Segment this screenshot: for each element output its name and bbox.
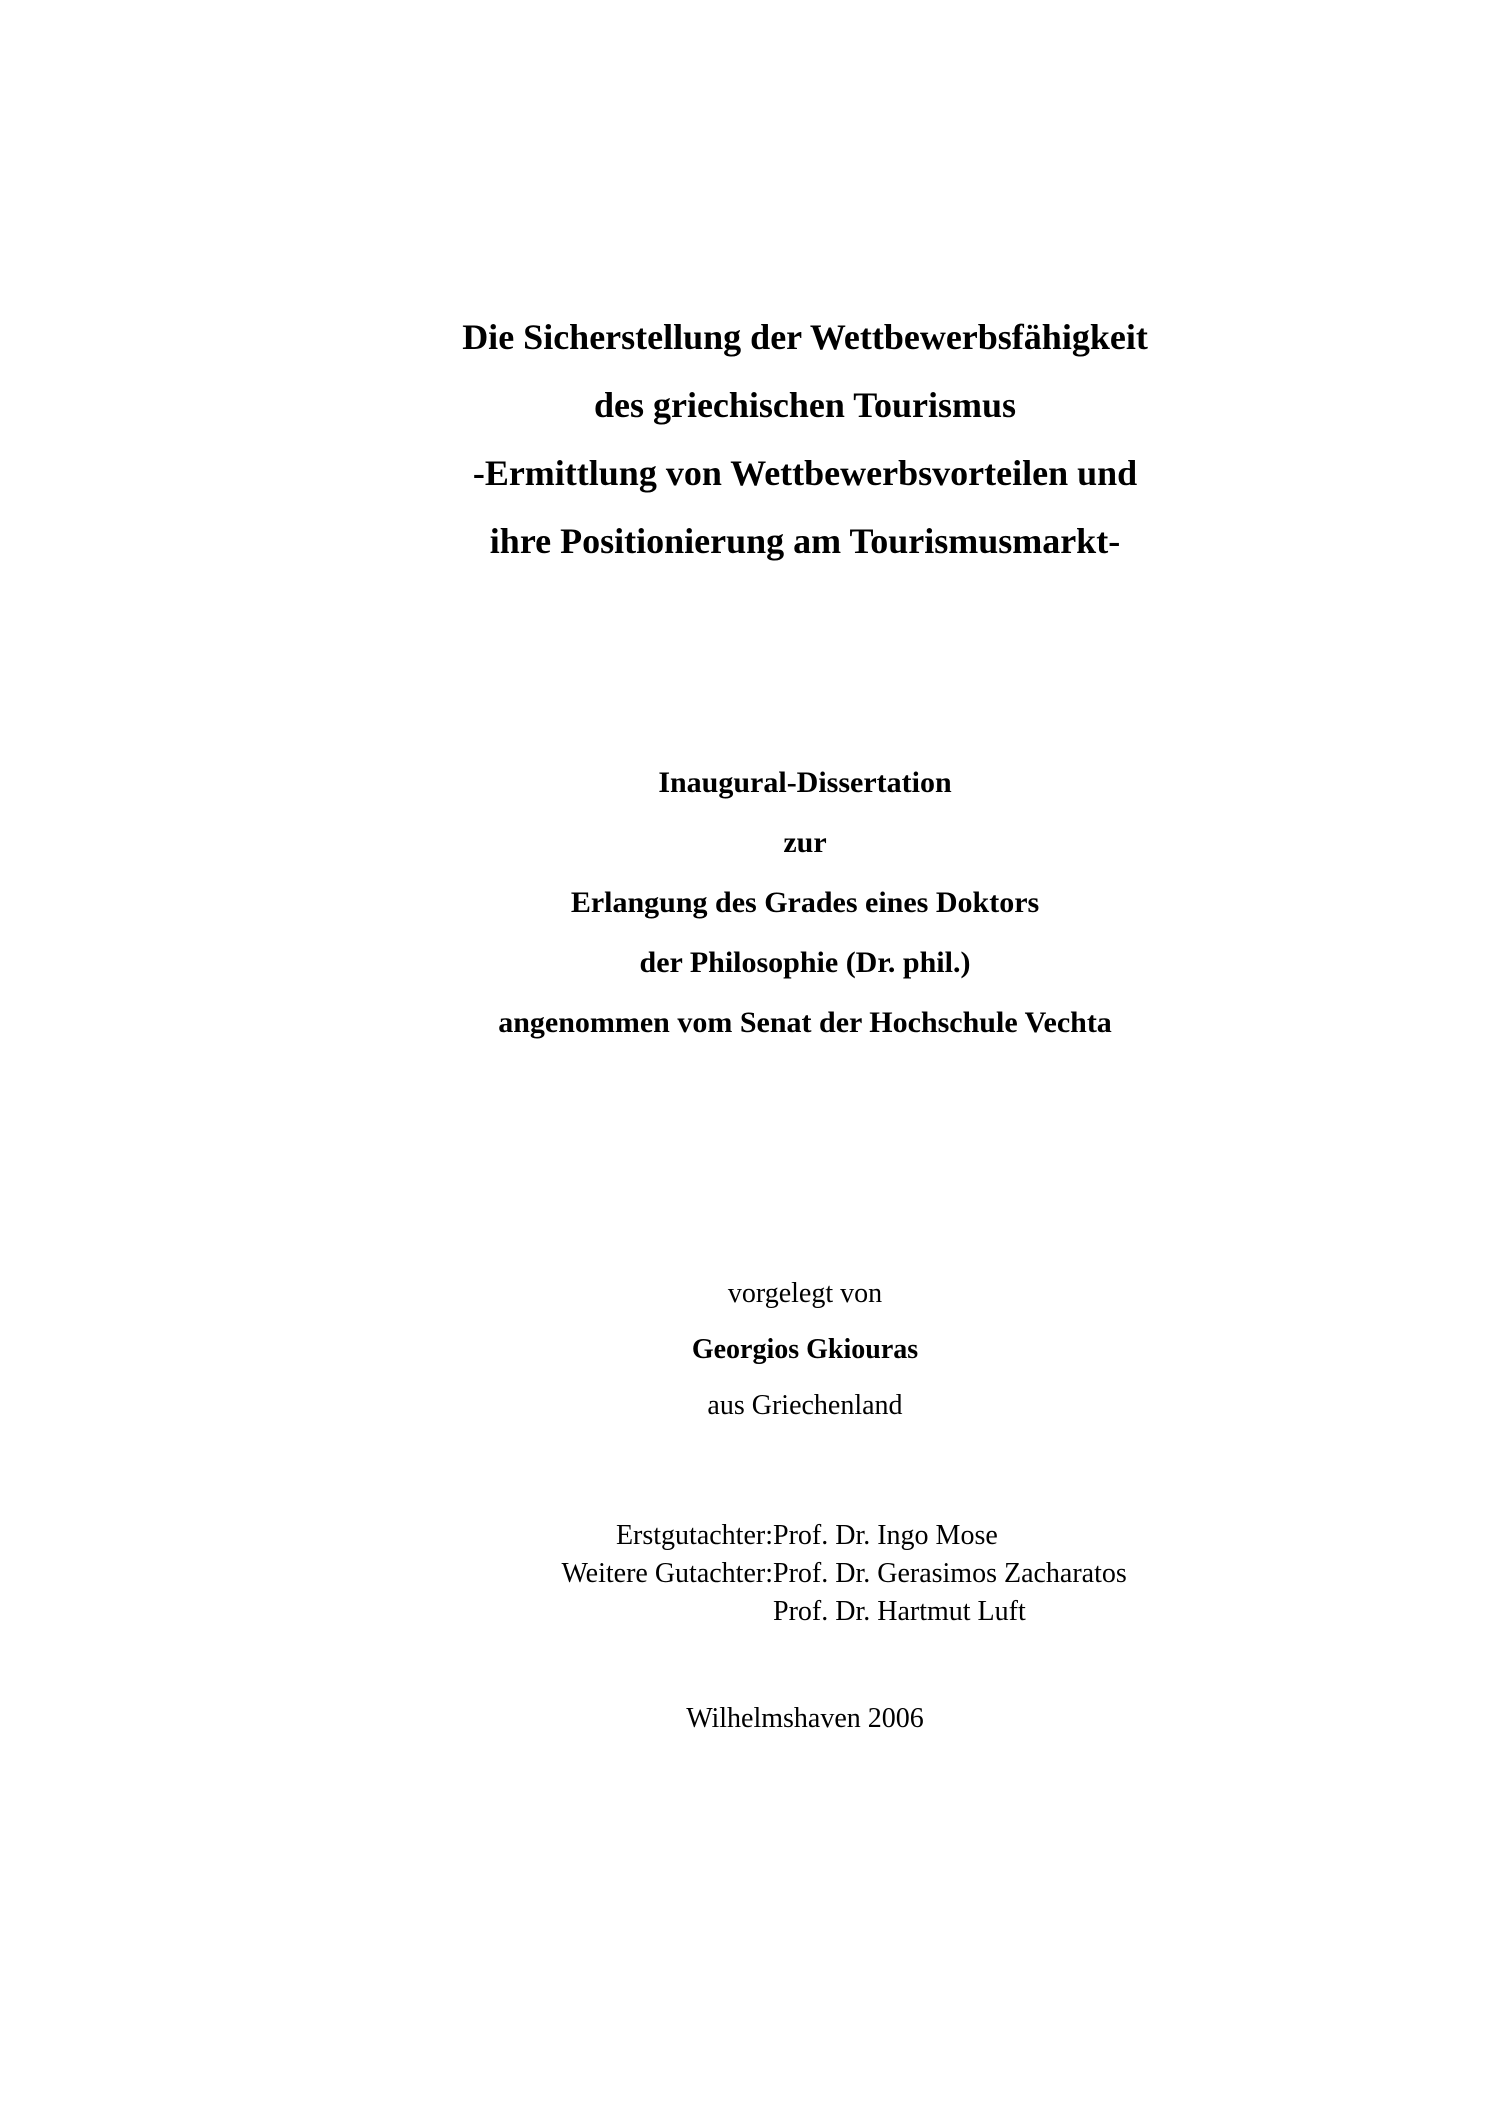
- dissertation-line-5: angenommen vom Senat der Hochschule Vechta: [498, 1006, 1112, 1039]
- title-line-3: -Ermittlung von Wettbewerbsvorteilen und: [472, 453, 1138, 493]
- author-name: Georgios Gkiouras: [691, 1334, 919, 1365]
- further-examiners-label: Weitere Gutachter:: [561, 1558, 773, 1589]
- presented-by-label: vorgelegt von: [727, 1278, 883, 1309]
- author-block: [330, 1266, 1280, 1434]
- first-examiner-label: Erstgutachter:: [615, 1520, 773, 1551]
- title-line-2: des griechischen Tourismus: [593, 385, 1017, 425]
- place-and-date: Wilhelmshaven 2006: [686, 1703, 924, 1734]
- examiner-row-further: [0, 1555, 1489, 1593]
- further-examiner-name-2: Prof. Dr. Hartmut Luft: [773, 1596, 1026, 1627]
- title-line-1: Die Sicherstellung der Wettbewerbsfähigkeit: [462, 317, 1148, 357]
- dissertation-line-4: der Philosophie (Dr. phil.): [639, 946, 971, 979]
- title-line-4: ihre Positionierung am Tourismusmarkt-: [489, 521, 1121, 561]
- examiner-row-further-2: [0, 1593, 1489, 1631]
- examiner-row-first: [0, 1517, 1489, 1555]
- dissertation-line-3: Erlangung des Grades eines Doktors: [570, 886, 1040, 919]
- dissertation-statement: [330, 753, 1280, 1053]
- thesis-title: [330, 303, 1280, 575]
- author-origin: aus Griechenland: [707, 1390, 903, 1421]
- examiners-block: [0, 1517, 1489, 1631]
- dissertation-line-1: Inaugural-Dissertation: [658, 766, 952, 799]
- dissertation-line-2: zur: [783, 826, 827, 859]
- further-examiner-name-1: Prof. Dr. Gerasimos Zacharatos: [773, 1558, 1127, 1589]
- first-examiner-name: Prof. Dr. Ingo Mose: [773, 1520, 998, 1551]
